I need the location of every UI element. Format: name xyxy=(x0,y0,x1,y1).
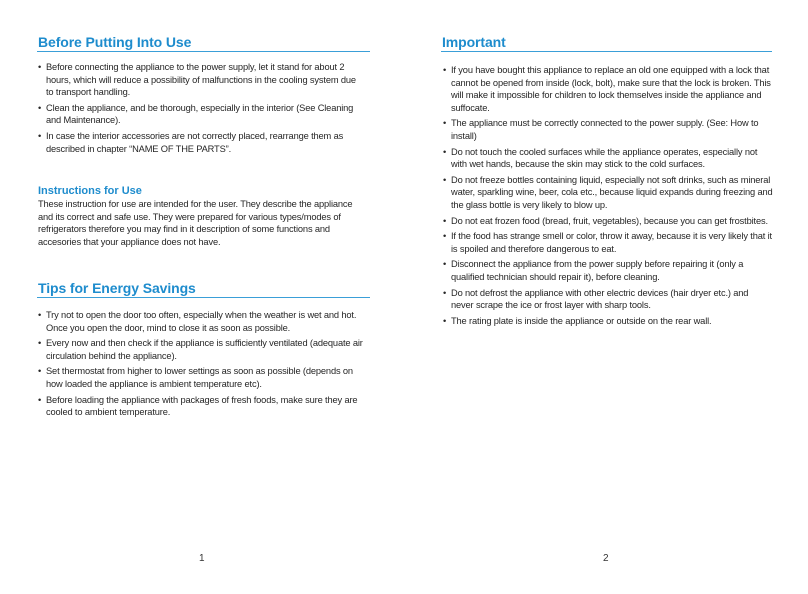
list-item: • Set thermostat from higher to lower settings as soon as possible (depends on how loaded the appliance is ambient temperature etc). xyxy=(38,365,363,390)
list-item: • Do not eat frozen food (bread, fruit, vegetables), because you can get frostbites. xyxy=(443,215,773,228)
heading-rule xyxy=(37,51,370,52)
list-item: • If you have bought this appliance to replace an old one equipped with a lock that cannot be opened from inside (lock, bolt), make sure that the lock is broken. This will make it impossible for children to lock themselves inside the appliance and suffocate. xyxy=(443,64,773,114)
heading-before-putting-into-use: Before Putting Into Use xyxy=(38,34,192,50)
list-item: • Every now and then check if the appliance is sufficiently ventilated (adequate air circulation behind the appliance). xyxy=(38,337,363,362)
list-item: • Do not touch the cooled surfaces while the appliance operates, especially not with wet hands, because the skin may stick to the cold surfaces. xyxy=(443,146,773,171)
list-item: • Do not freeze bottles containing liquid, especially not soft drinks, such as mineral water, sparkling wine, beer, cola etc., because liquid expands during freezing and the glass bottle is very likely to blow up. xyxy=(443,174,773,212)
list-item: • The appliance must be correctly connected to the power supply. (See: How to install) xyxy=(443,117,773,142)
instructions-paragraph: These instruction for use are intended for the user. They describe the appliance and its correct and safe use. They were prepared for various types/modes of refrigerators therefore you may find in it description of some functions and accesories that your appliance does not have. xyxy=(38,199,353,247)
heading-rule xyxy=(37,297,370,298)
list-item: • Before loading the appliance with packages of fresh foods, make sure they are cooled to ambient temperature. xyxy=(38,394,363,419)
subheading-instructions-for-use: Instructions for Use xyxy=(38,185,142,197)
list-item: • Try not to open the door too often, especially when the weather is wet and hot. Once you open the door, mind to close it as soon as possible. xyxy=(38,309,363,334)
important-list xyxy=(443,64,773,327)
list-item: • In case the interior accessories are not correctly placed, rearrange them as described in chapter “NAME OF THE PARTS”. xyxy=(38,130,360,155)
list-item: • The rating plate is inside the appliance or outside on the rear wall. xyxy=(443,315,773,328)
page-number: 2 xyxy=(603,553,609,564)
heading-rule xyxy=(441,51,772,52)
list-item: • Do not defrost the appliance with other electric devices (hair dryer etc.) and never scrape the ice or frost layer with sharp tools. xyxy=(443,287,773,312)
heading-important: Important xyxy=(442,34,506,50)
list-item: • Before connecting the appliance to the power supply, let it stand for about 2 hours, which will reduce a possibility of malfunctions in the cooling system due to transport handling. xyxy=(38,61,360,99)
right-page xyxy=(404,0,808,594)
list-item: • Clean the appliance, and be thorough, especially in the interior (See Cleaning and Maintenance). xyxy=(38,102,360,127)
energy-tips-list xyxy=(38,309,363,419)
list-item: • Disconnect the appliance from the power supply before repairing it (only a qualified technician should repair it), before cleaning. xyxy=(443,258,773,283)
before-use-list xyxy=(38,61,360,155)
heading-tips-for-energy-savings: Tips for Energy Savings xyxy=(38,280,196,296)
list-item: • If the food has strange smell or color, throw it away, because it is very likely that it is spoiled and therefore dangerous to eat. xyxy=(443,230,773,255)
page-number: 1 xyxy=(199,553,205,564)
